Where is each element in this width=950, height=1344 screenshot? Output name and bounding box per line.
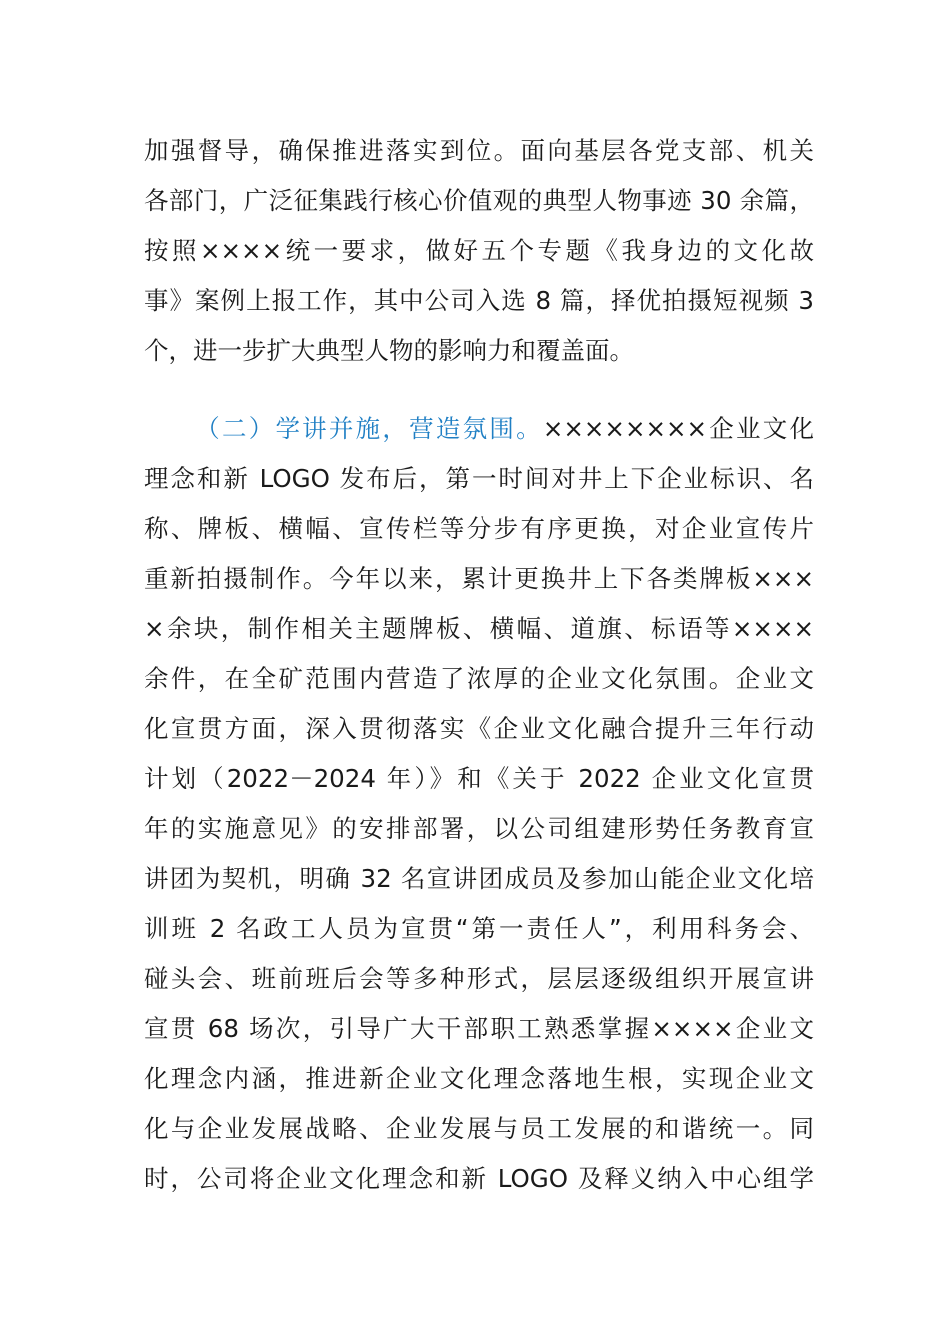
section-heading: （二）学讲并施，营造氛围。: [193, 414, 543, 443]
paragraph-line: 计划（2022－2024 年）》和《关于 2022 企业文化宣贯: [144, 764, 814, 793]
paragraph-line: 事》案例上报工作，其中公司入选 8 篇，择优拍摄短视频 3: [144, 286, 814, 315]
paragraph-first-line: [144, 404, 814, 454]
paragraph-line: 碰头会、班前班后会等多种形式，层层逐级组织开展宣讲: [144, 964, 814, 993]
paragraph-line: 加强督导，确保推进落实到位。面向基层各党支部、机关: [144, 136, 814, 165]
paragraph-line: 余件，在全矿范围内营造了浓厚的企业文化氛围。企业文: [144, 664, 814, 693]
paragraph-line: 时，公司将企业文化理念和新 LOGO 及释义纳入中心组学: [144, 1164, 814, 1193]
paragraph-2: [144, 404, 814, 1204]
paragraph-line: 年的实施意见》的安排部署，以公司组建形势任务教育宣: [144, 814, 814, 843]
paragraph-line: 讲团为契机，明确 32 名宣讲团成员及参加山能企业文化培: [144, 864, 814, 893]
paragraph-line: ×余块，制作相关主题牌板、横幅、道旗、标语等××××: [144, 614, 814, 643]
paragraph-line: 个，进一步扩大典型人物的影响力和覆盖面。: [144, 336, 634, 365]
paragraph-line: 化理念内涵，推进新企业文化理念落地生根，实现企业文: [144, 1064, 814, 1093]
paragraph-line: 各部门，广泛征集践行核心价值观的典型人物事迹 30 余篇，: [144, 186, 814, 215]
paragraph-line: 化与企业发展战略、企业发展与员工发展的和谐统一。同: [144, 1114, 814, 1143]
first-line-text: ××××××××企业文化: [542, 414, 815, 443]
paragraph-line: 训班 2 名政工人员为宣贯“第一责任人”，利用科务会、: [144, 914, 814, 943]
paragraph-line: 化宣贯方面，深入贯彻落实《企业文化融合提升三年行动: [144, 714, 814, 743]
paragraph-line: 宣贯 68 场次，引导广大干部职工熟悉掌握××××企业文: [144, 1014, 814, 1043]
paragraph-line: 按照××××统一要求，做好五个专题《我身边的文化故: [144, 236, 814, 265]
paragraph-line: 称、牌板、横幅、宣传栏等分步有序更换，对企业宣传片: [144, 514, 814, 543]
paragraph-line: 理念和新 LOGO 发布后，第一时间对井上下企业标识、名: [144, 464, 814, 493]
paragraph-1: [144, 126, 814, 376]
paragraph-line: 重新拍摄制作。今年以来，累计更换井上下各类牌板×××: [144, 564, 814, 593]
